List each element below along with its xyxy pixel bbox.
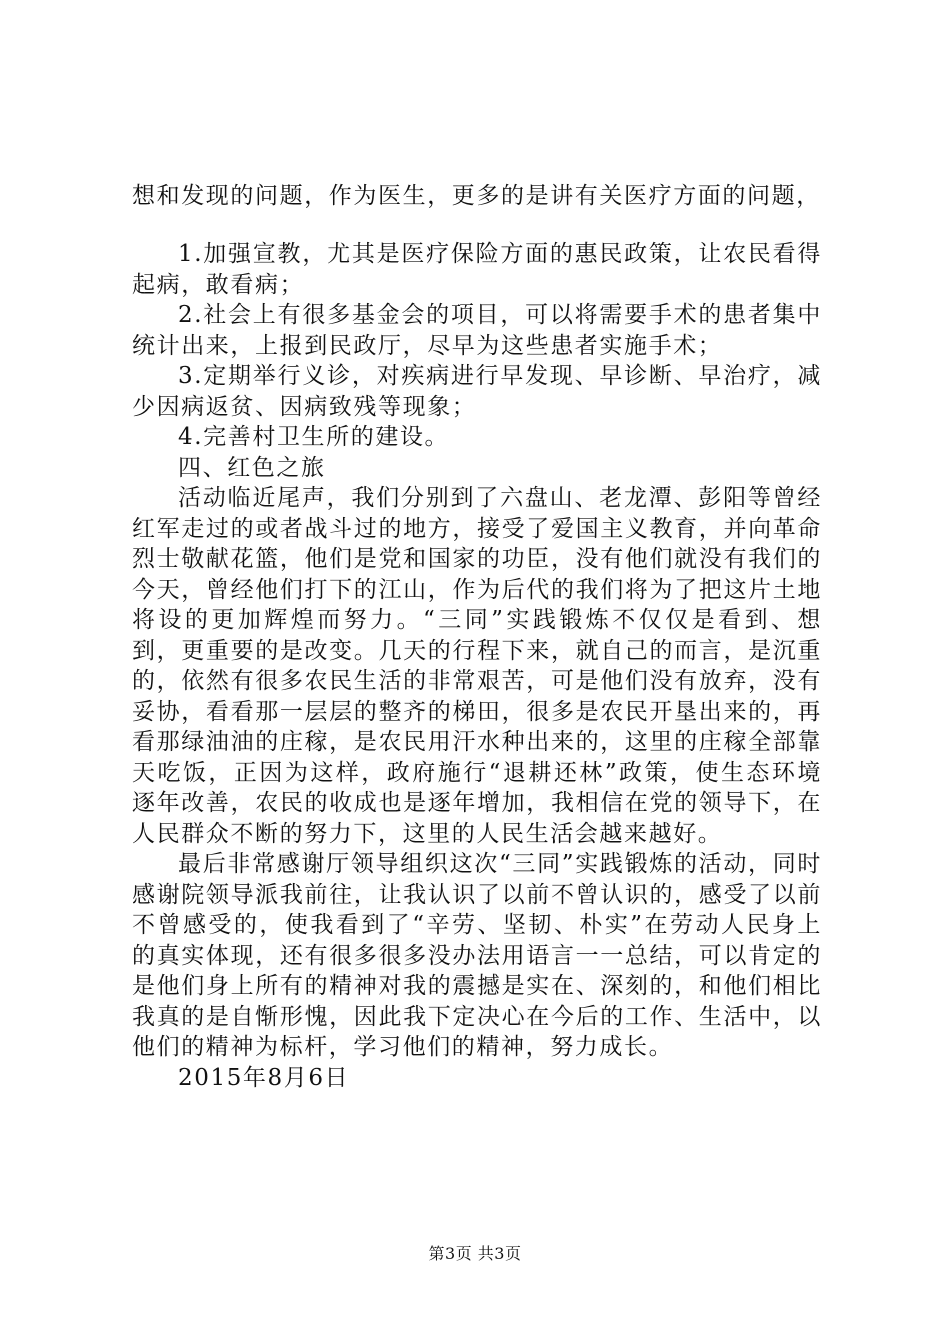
page-number: 第3页 共3页: [428, 1244, 522, 1263]
document-body: [132, 239, 822, 1093]
body-paragraph: 活动临近尾声，我们分别到了六盘山、老龙潭、彭阳等曾经红军走过的或者战斗过的地方，接受了爱国主义教育，并向革命烈士敬献花篮，他们是党和国家的功臣，没有他们就没有我们的今天，曾经他们打下的江山，作为后代的我们将为了把这片土地将设的更加辉煌而努力。“三同”实践锻炼不仅仅是看到、想到，更重要的是改变。几天的行程下来，就自己的而言，是沉重的，依然有很多农民生活的非常艰苦，可是他们没有放弃，没有妥协，看看那一层层的整齐的梯田，很多是农民开垦出来的，再看那绿油油的庄稼，是农民用汗水种出来的，这里的庄稼全部靠天吃饭，正因为这样，政府施行“退耕还林”政策，使生态环境逐年改善，农民的收成也是逐年增加，我相信在党的领导下，在人民群众不断的努力下，这里的人民生活会越来越好。: [132, 485, 822, 847]
suggestion-item-2: 2.社会上有很多基金会的项目，可以将需要手术的患者集中统计出来，上报到民政厅，尽早为这些患者实施手术；: [132, 302, 822, 359]
document-top-section: [132, 181, 822, 212]
suggestion-item-1: 1.加强宣教，尤其是医疗保险方面的惠民政策，让农民看得起病，敢看病；: [132, 241, 822, 298]
section-heading: 四、红色之旅: [178, 454, 326, 481]
suggestion-item-4: 4.完善村卫生所的建设。: [178, 424, 450, 450]
document-date: 2015年8月6日: [178, 1064, 350, 1091]
suggestion-item-3: 3.定期举行义诊，对疾病进行早发现、早诊断、早治疗，减少因病返贫、因病致残等现象；: [132, 363, 822, 420]
page-footer: [0, 1244, 950, 1264]
closing-paragraph: 最后非常感谢厅领导组织这次“三同”实践锻炼的活动，同时感谢院领导派我前往，让我认识了以前不曾认识的，感受了以前不曾感受的，使我看到了“辛劳、坚韧、朴实”在劳动人民身上的真实体现，还有很多很多没办法用语言一一总结，可以肯定的是他们身上所有的精神对我的震撼是实在、深刻的，和他们相比我真的是自惭形愧，因此我下定决心在今后的工作、生活中，以他们的精神为标杆，学习他们的精神，努力成长。: [132, 851, 822, 1060]
continuation-line: 想和发现的问题，作为医生，更多的是讲有关医疗方面的问题，: [132, 183, 821, 209]
